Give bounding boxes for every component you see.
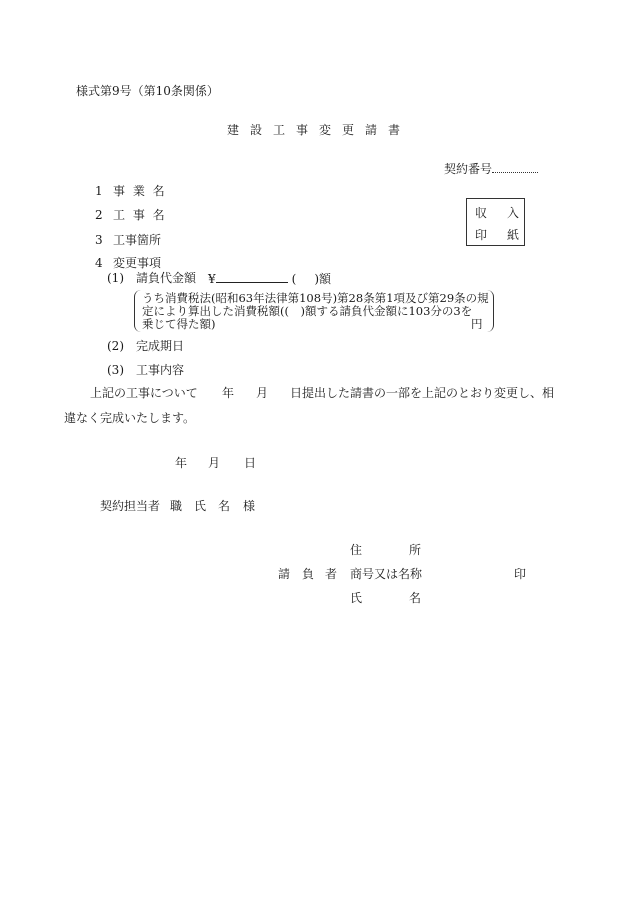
stamp-char: 紙 — [507, 228, 520, 242]
sub-item-number: (1) — [107, 271, 124, 285]
paren-close: ) — [314, 272, 320, 286]
addressee-position: 職 — [170, 499, 183, 513]
contractor-name-label-1: 氏 — [350, 591, 363, 605]
contract-number — [444, 160, 538, 177]
item-number: 2 — [95, 208, 103, 222]
contractor-label-2: 負 — [302, 567, 315, 581]
work-content-label: 工事内容 — [136, 363, 185, 377]
date-month: 月 — [208, 456, 221, 470]
contract-number-label: 契約番号 — [444, 162, 493, 176]
contract-amount-label: 請負代金額 — [136, 271, 197, 285]
document-title: 建設工事変更請書 — [227, 123, 412, 137]
revenue-stamp-box — [466, 198, 525, 246]
tax-note-line: 乗じて得た額) — [142, 317, 216, 331]
stamp-char: 収 — [475, 206, 488, 220]
body-month: 月 — [256, 386, 269, 400]
contract-amount — [208, 270, 331, 287]
body-year: 年 — [222, 386, 235, 400]
addressee-name-1: 氏 — [194, 499, 207, 513]
body-text: 日提出した請書の一部を上記のとおり変更し、相 — [290, 386, 555, 400]
address-label-2: 所 — [409, 543, 422, 557]
sub-item-number: (3) — [107, 363, 124, 377]
stamp-char: 印 — [475, 228, 488, 242]
sub-item-number: (2) — [107, 339, 124, 353]
body-text-line2: 違なく完成いたします。 — [64, 411, 196, 425]
company-name-label: 商号又は名称 — [350, 567, 423, 581]
contractor-label-1: 請 — [278, 567, 291, 581]
address-label-1: 住 — [350, 543, 363, 557]
form-header: 様式第9号（第10条関係） — [76, 84, 219, 98]
yen-sign: ¥ — [208, 272, 216, 286]
tax-note-line: うち消費税法(昭和63年法律第108号)第28条第1項及び第29条の規 — [142, 291, 489, 305]
item-number: 1 — [95, 184, 103, 198]
date-day: 日 — [244, 456, 257, 470]
contract-number-blank — [492, 160, 538, 173]
item-label: 事 業 名 — [113, 184, 167, 198]
seal-mark: 印 — [514, 567, 527, 581]
addressee-name-2: 名 — [218, 499, 231, 513]
contractor-name-label-2: 名 — [409, 591, 422, 605]
amount-suffix: 額 — [319, 272, 332, 286]
body-text: 上記の工事について — [90, 386, 198, 400]
paren-open: ( — [291, 272, 297, 286]
amount-blank — [216, 270, 288, 283]
item-number: 3 — [95, 233, 103, 247]
item-label: 工 事 名 — [113, 208, 167, 222]
item-number: 4 — [95, 256, 103, 270]
tax-note-line: 定により算出した消費税額(( )額する請負代金額に103分の3を — [142, 304, 473, 318]
date-year: 年 — [175, 456, 188, 470]
item-label: 工事箇所 — [113, 233, 162, 247]
addressee-honorific: 様 — [243, 499, 256, 513]
item-label: 変更事項 — [113, 256, 162, 270]
tax-note-unit: 円 — [471, 317, 483, 331]
stamp-char: 入 — [507, 206, 520, 220]
tax-note-box — [134, 290, 494, 332]
contractor-label-3: 者 — [325, 567, 338, 581]
completion-date-label: 完成期日 — [136, 339, 185, 353]
addressee-label: 契約担当者 — [100, 499, 161, 513]
